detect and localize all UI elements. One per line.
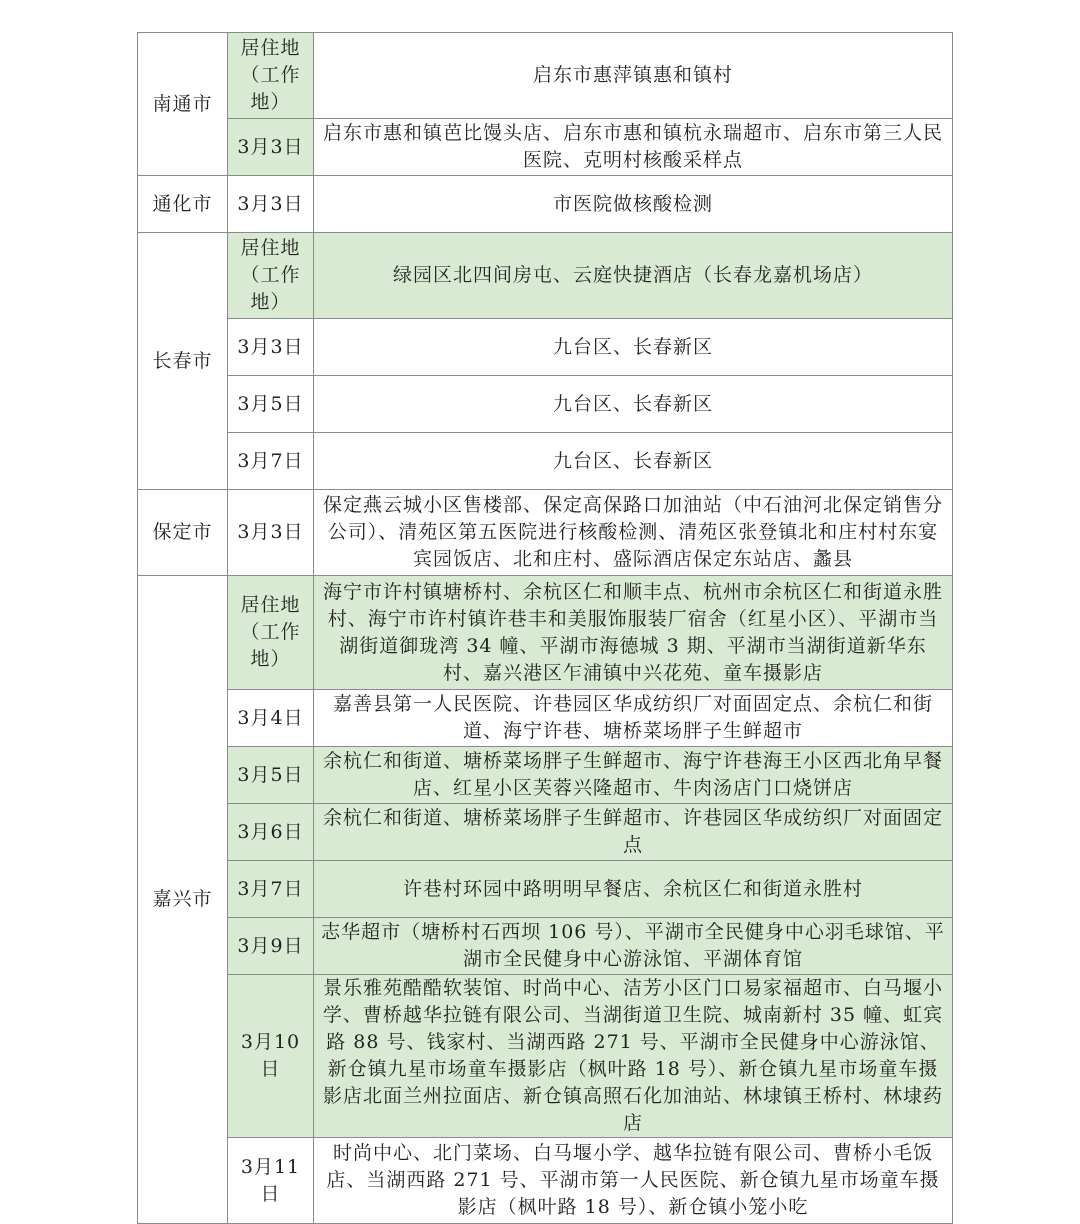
places-cell: 时尚中心、北门菜场、白马堰小学、越华拉链有限公司、曹桥小毛饭店、当湖西路 271 号、平湖市第一人民医院、新仓镇九星市场童车摄影店（枫叶路 18 号）、新仓镇小笼小吃: [314, 1138, 953, 1224]
itinerary-table: [137, 32, 953, 1224]
places-cell: 保定燕云城小区售楼部、保定高保路口加油站（中石油河北保定销售分公司）、清苑区第五医院进行核酸检测、清苑区张登镇北和庄村村东宴宾园饭店、北和庄村、盛际酒店保定东站店、蠡县: [314, 490, 953, 576]
places-cell: 志华超市（塘桥村石西坝 106 号）、平湖市全民健身中心羽毛球馆、平湖市全民健身中心游泳馆、平湖体育馆: [314, 918, 953, 975]
table-row: [138, 690, 953, 747]
table-row: [138, 490, 953, 576]
date-cell: 3月3日: [228, 176, 314, 233]
city-cell: 通化市: [138, 176, 228, 233]
date-cell: 居住地（工作地）: [228, 233, 314, 319]
date-cell: 3月3日: [228, 490, 314, 576]
places-cell: 海宁市许村镇塘桥村、余杭区仁和顺丰点、杭州市余杭区仁和街道永胜村、海宁市许村镇许巷丰和美服饰服装厂宿舍（红星小区）、平湖市当湖街道御珑湾 34 幢、平湖市海德城 3 期、平湖市当湖街道新华东村、嘉兴港区乍浦镇中兴花苑、童车摄影店: [314, 576, 953, 690]
places-cell: 绿园区北四间房屯、云庭快捷酒店（长春龙嘉机场店）: [314, 233, 953, 319]
city-cell: 南通市: [138, 33, 228, 176]
places-cell: 九台区、长春新区: [314, 319, 953, 376]
date-cell: 3月7日: [228, 861, 314, 918]
table-row: [138, 918, 953, 975]
table-row: [138, 376, 953, 433]
places-cell: 余杭仁和街道、塘桥菜场胖子生鲜超市、许巷园区华成纺织厂对面固定点: [314, 804, 953, 861]
table-row: [138, 319, 953, 376]
places-cell: 启东市惠和镇芭比馒头店、启东市惠和镇杭永瑞超市、启东市第三人民医院、克明村核酸采样点: [314, 119, 953, 176]
date-cell: 3月10日: [228, 975, 314, 1138]
places-cell: 余杭仁和街道、塘桥菜场胖子生鲜超市、海宁许巷海王小区西北角早餐店、红星小区芙蓉兴隆超市、牛肉汤店门口烧饼店: [314, 747, 953, 804]
places-cell: 九台区、长春新区: [314, 376, 953, 433]
places-cell: 许巷村环园中路明明早餐店、余杭区仁和街道永胜村: [314, 861, 953, 918]
date-cell: 3月5日: [228, 747, 314, 804]
table-row: [138, 975, 953, 1138]
table-row: [138, 1138, 953, 1224]
places-cell: 景乐雅苑酷酷软装馆、时尚中心、洁芳小区门口易家福超市、白马堰小学、曹桥越华拉链有限公司、当湖街道卫生院、城南新村 35 幢、虹宾路 88 号、钱家村、当湖西路 271 号、平湖市全民健身中心游泳馆、新仓镇九星市场童车摄影店（枫叶路 18 号）、新仓镇九星市场童车摄影店北面兰州拉面店、新仓镇高照石化加油站、林埭镇王桥村、林埭药店: [314, 975, 953, 1138]
table-row: [138, 433, 953, 490]
table-row: [138, 33, 953, 119]
date-cell: 3月4日: [228, 690, 314, 747]
places-cell: 九台区、长春新区: [314, 433, 953, 490]
table-row: [138, 119, 953, 176]
city-cell: 长春市: [138, 233, 228, 490]
date-cell: 3月11日: [228, 1138, 314, 1224]
places-cell: 嘉善县第一人民医院、许巷园区华成纺织厂对面固定点、余杭仁和街道、海宁许巷、塘桥菜场胖子生鲜超市: [314, 690, 953, 747]
places-cell: 启东市惠萍镇惠和镇村: [314, 33, 953, 119]
city-cell: 保定市: [138, 490, 228, 576]
table-row: [138, 176, 953, 233]
table-row: [138, 233, 953, 319]
date-cell: 3月3日: [228, 119, 314, 176]
table-row: [138, 861, 953, 918]
places-cell: 市医院做核酸检测: [314, 176, 953, 233]
table-row: [138, 576, 953, 690]
date-cell: 居住地（工作地）: [228, 576, 314, 690]
date-cell: 3月7日: [228, 433, 314, 490]
city-cell: 嘉兴市: [138, 576, 228, 1224]
date-cell: 3月9日: [228, 918, 314, 975]
table-row: [138, 747, 953, 804]
date-cell: 3月5日: [228, 376, 314, 433]
date-cell: 居住地（工作地）: [228, 33, 314, 119]
table-row: [138, 804, 953, 861]
date-cell: 3月3日: [228, 319, 314, 376]
date-cell: 3月6日: [228, 804, 314, 861]
